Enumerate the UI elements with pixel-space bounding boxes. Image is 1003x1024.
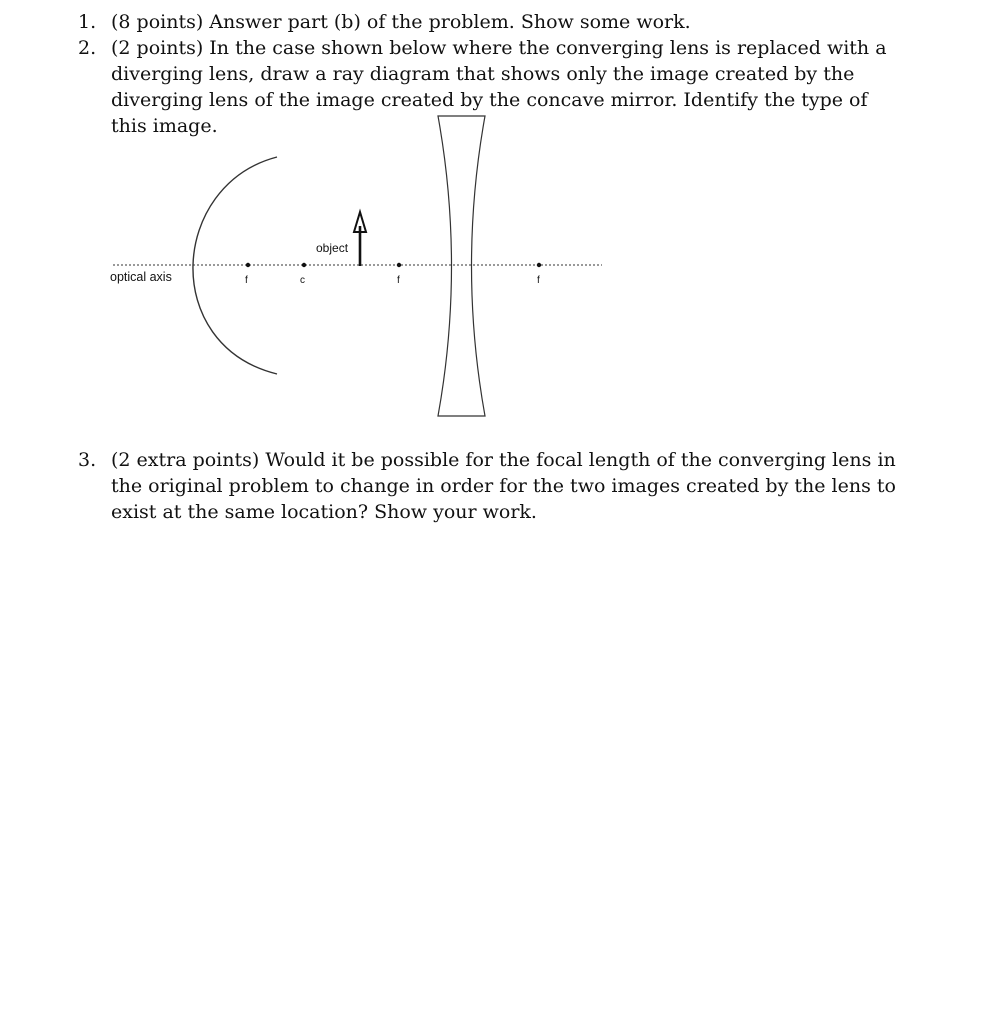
lens-focal-label-left: f	[397, 275, 400, 286]
concave-mirror	[193, 157, 277, 374]
mirror-focal-label: f	[245, 275, 248, 286]
lens-focal-point-right	[537, 263, 541, 267]
optical-axis-label: optical axis	[110, 270, 172, 284]
object-arrow-head	[354, 212, 366, 232]
question-3-text: (2 extra points) Would it be possible for the focal length of the converging lens in the original problem to change in order for the two images created by the lens to exist at the same location? Show your work.	[111, 449, 896, 523]
mirror-focal-point	[246, 263, 250, 267]
diverging-lens	[438, 116, 485, 416]
question-1-number: 1.	[78, 11, 97, 33]
question-1-text: (8 points) Answer part (b) of the problem. Show some work.	[111, 11, 691, 33]
mirror-center-label: c	[300, 275, 305, 286]
question-2	[78, 35, 908, 139]
question-3	[78, 447, 908, 525]
lens-focal-point-left	[397, 263, 401, 267]
lens-focal-label-right: f	[537, 275, 540, 286]
question-2-number: 2.	[78, 37, 97, 59]
object-label: object	[316, 241, 349, 255]
question-2-text: (2 points) In the case shown below where the converging lens is replaced with a diverging lens, draw a ray diagram that shows only the image created by the diverging lens of the image created by the concave mirror. Identify the type of this image.	[111, 37, 887, 137]
mirror-center-point	[302, 263, 306, 267]
question-1	[78, 9, 908, 35]
question-3-number: 3.	[78, 449, 97, 471]
